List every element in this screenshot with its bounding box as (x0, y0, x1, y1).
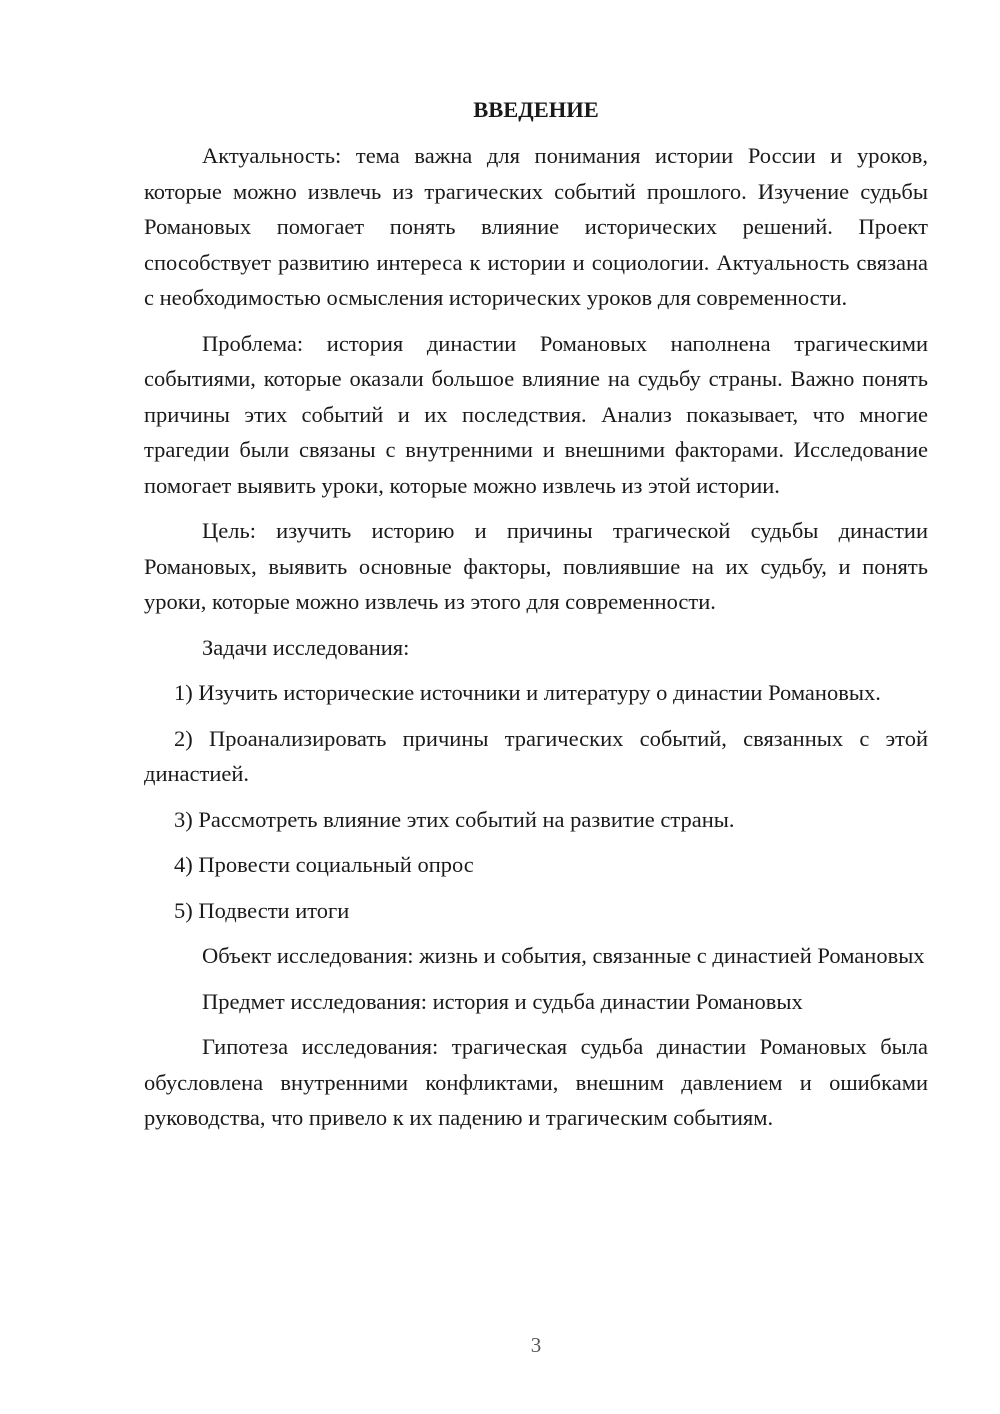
task-item-2: 2) Проанализировать причины трагических событий, связанных с этой династией. (144, 725, 928, 786)
page-number: 3 (530, 1333, 542, 1357)
paragraph-relevance: Актуальность: тема важна для понимания истории России и уроков, которые можно извлечь из трагических событий прошлого. Изучение судьбы Романовых помогает понять влияние исторических решений. Проект способствует развитию интереса к истории и социологии. Актуальность связана с необходимостью осмысления исторических уроков для современности. (144, 143, 928, 310)
task-item-1: 1) Изучить исторические источники и литературу о династии Романовых. (174, 680, 881, 705)
paragraph-hypothesis: Гипотеза исследования: трагическая судьба династии Романовых была обусловлена внутренними конфликтами, внешним давлением и ошибками руководства, что привело к их падению и трагическим событиям. (144, 1034, 928, 1130)
paragraph-subject: Предмет исследования: история и судьба династии Романовых (202, 988, 803, 1014)
paragraph-goal: Цель: изучить историю и причины трагической судьбы династии Романовых, выявить основные факторы, повлиявшие на их судьбу, и понять уроки, которые можно извлечь из этого для современности. (144, 518, 928, 614)
document-body (144, 94, 928, 1146)
task-item-4: 4) Провести социальный опрос (174, 852, 474, 877)
task-item-5: 5) Подвести итоги (174, 897, 350, 923)
paragraph-object: Объект исследования: жизнь и события, связанные с династией Романовых (202, 943, 925, 968)
tasks-heading: Задачи исследования: (202, 634, 410, 660)
section-title: ВВЕДЕНИЕ (473, 97, 599, 122)
task-item-3: 3) Рассмотреть влияние этих событий на развитие страны. (174, 806, 735, 832)
paragraph-problem: Проблема: история династии Романовых наполнена трагическими событиями, которые оказали большое влияние на судьбу страны. Важно понять причины этих событий и их последствия. Анализ показывает, что многие трагедии были связаны с внутренними и внешними факторами. Исследование помогает выявить уроки, которые можно извлечь из этой истории. (144, 330, 928, 498)
